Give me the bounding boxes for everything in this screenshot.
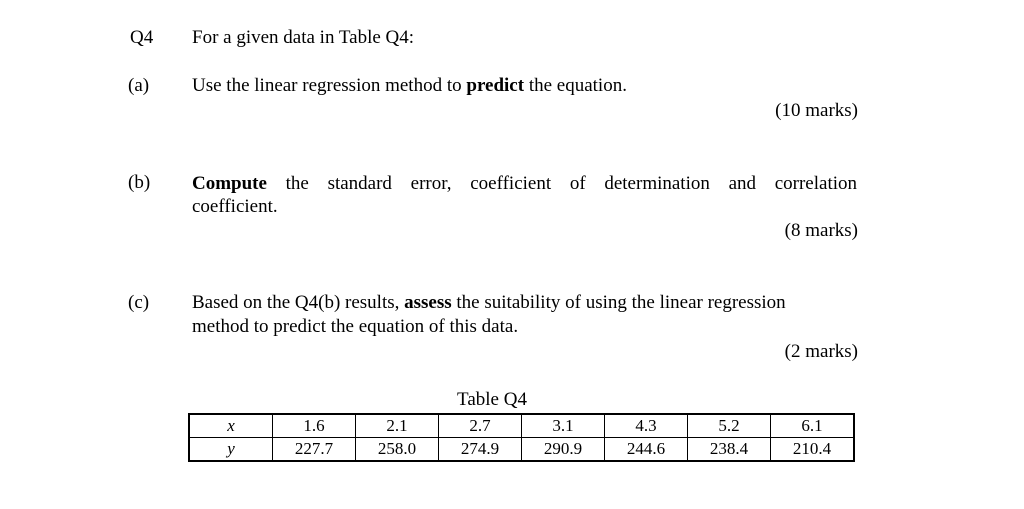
table-cell: 290.9	[522, 438, 605, 462]
table-row-header: y	[189, 438, 273, 462]
part-c-text-before: Based on the Q4(b) results,	[192, 292, 405, 313]
part-a-text-bold: predict	[466, 75, 525, 96]
part-a-marks: (10 marks)	[775, 100, 858, 121]
part-c-label: (c)	[128, 292, 150, 313]
table-cell: 4.3	[605, 414, 688, 438]
table-cell: 1.6	[273, 414, 356, 438]
part-b-text-line2: coefficient.	[192, 196, 278, 217]
part-b-label: (b)	[128, 172, 151, 193]
part-b-marks: (8 marks)	[784, 220, 858, 241]
table-caption: Table Q4	[457, 389, 527, 410]
part-b-text-line1	[192, 172, 857, 196]
table-cell: 227.7	[273, 438, 356, 462]
part-a-text-before: Use the linear regression method to	[192, 75, 467, 96]
table-cell: 238.4	[688, 438, 771, 462]
part-c-text-after: the suitability of using the linear regression	[451, 292, 786, 313]
part-b-text-after: the standard error, coefficient of determination and correlation	[266, 173, 857, 194]
table-cell: 210.4	[771, 438, 855, 462]
table-row-x	[189, 414, 854, 438]
part-c-marks: (2 marks)	[784, 341, 858, 362]
table-cell: 258.0	[356, 438, 439, 462]
question-number: Q4	[130, 27, 154, 48]
data-table	[188, 413, 855, 462]
table-cell: 3.1	[522, 414, 605, 438]
table-cell: 6.1	[771, 414, 855, 438]
table-cell: 2.7	[439, 414, 522, 438]
part-c-text-bold: assess	[404, 292, 452, 313]
part-a-text-after: the equation.	[524, 75, 627, 96]
table-cell: 274.9	[439, 438, 522, 462]
part-c-text-line2: method to predict the equation of this data.	[192, 316, 519, 337]
question-intro: For a given data in Table Q4:	[192, 27, 415, 48]
part-a-label: (a)	[128, 75, 150, 96]
table-cell: 2.1	[356, 414, 439, 438]
table-cell: 5.2	[688, 414, 771, 438]
table-row-header: x	[189, 414, 273, 438]
table-cell: 244.6	[605, 438, 688, 462]
table-row-y	[189, 438, 854, 462]
part-c-text-line1	[192, 292, 786, 314]
part-b-text-bold: Compute	[192, 173, 267, 194]
part-a-text	[192, 75, 627, 97]
